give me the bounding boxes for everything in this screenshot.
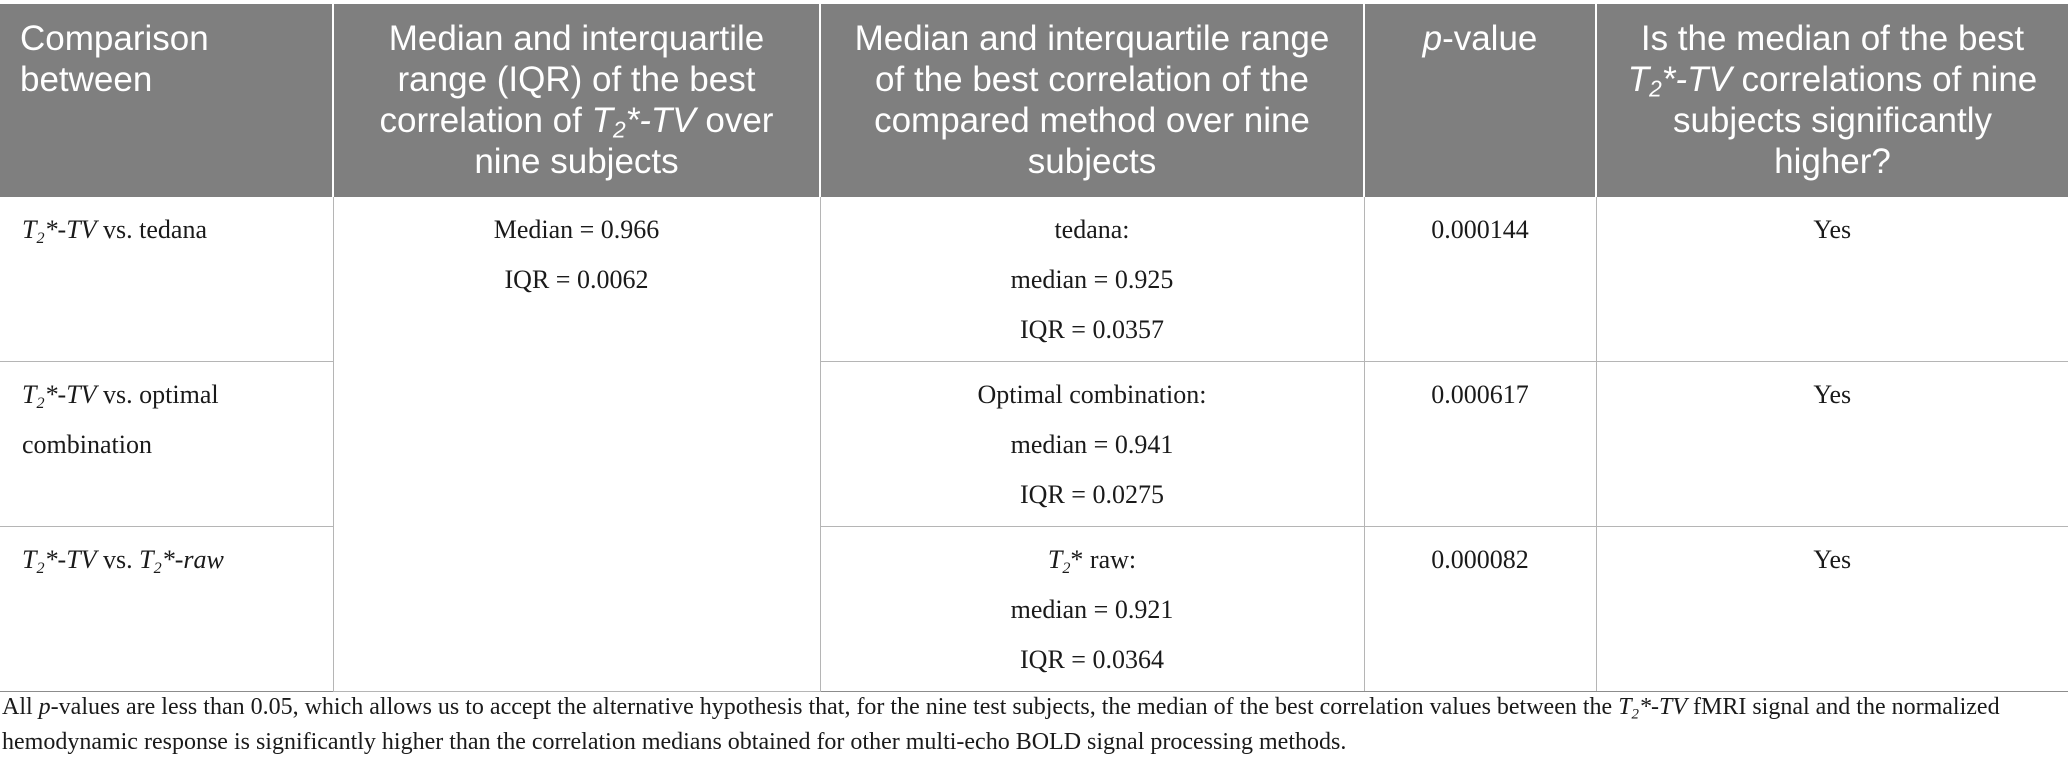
comparison-text: vs. optimal combination (22, 380, 219, 459)
method-label: Optimal combination: (977, 380, 1207, 409)
significant-answer: Yes (1813, 380, 1852, 409)
header-symbol (591, 101, 696, 143)
header-text: correlations of nine subjects significantly higher? (1672, 60, 2038, 181)
cell-comparison (0, 197, 333, 362)
footnote-text: -values are less than 0.05, which allows us to accept the alternative hypothesis that, for the nine test subjects, the median of the best correlation values between the (50, 694, 1619, 720)
cell-significant (1596, 362, 2068, 527)
symbol-sub: 2 (1631, 706, 1639, 723)
symbol-raw: *-raw (161, 545, 224, 574)
symbol-sub: 2 (153, 559, 162, 577)
header-comparison (0, 4, 333, 197)
cell-significant (1596, 197, 2068, 362)
symbol-t: T (1618, 694, 1632, 720)
comparison-text: vs. (96, 545, 140, 574)
symbol-tv: *-TV (44, 215, 97, 244)
footnote-symbol (1618, 694, 1687, 723)
p-value: 0.000082 (1431, 545, 1529, 574)
header-tv-median-iqr (333, 4, 820, 197)
p-value: 0.000144 (1431, 215, 1529, 244)
header-text: Is the median of the best (1640, 19, 2025, 58)
header-symbol-t: T (1627, 60, 1650, 99)
method-median: median = 0.941 (1010, 430, 1174, 459)
footnote-text: fMRI signal and the normalized hemodynamic response is significantly higher than the correlation medians obtained for other multi-echo BOLD signal processing methods. (2, 694, 2000, 755)
header-significance (1596, 4, 2068, 197)
header-symbol-t: T (591, 101, 613, 140)
method-iqr: IQR = 0.0357 (1020, 315, 1164, 344)
cell-method-stats (820, 197, 1364, 362)
symbol-tv: *-TV (44, 380, 97, 409)
symbol-t: T (22, 380, 37, 409)
symbol-tv: *-TV (44, 545, 97, 574)
footnote-p-symbol: p (38, 694, 51, 720)
tv-iqr-value: IQR = 0.0062 (504, 265, 649, 294)
significant-answer: Yes (1813, 545, 1852, 574)
symbol-t: T (22, 215, 37, 244)
cell-p-value (1364, 362, 1596, 527)
symbol (139, 545, 224, 577)
table-header (0, 4, 2068, 197)
method-iqr: IQR = 0.0364 (1020, 645, 1164, 674)
footnote-text: All (2, 694, 39, 720)
header-row (0, 4, 2068, 197)
table-body (0, 197, 2068, 692)
method-median: median = 0.925 (1010, 265, 1174, 294)
method-median: median = 0.921 (1010, 595, 1174, 624)
header-text: over nine subjects (474, 101, 774, 181)
cell-p-value (1364, 197, 1596, 362)
symbol-sub: 2 (36, 229, 45, 247)
header-p-symbol: p (1422, 19, 1443, 58)
header-symbol-tv: *-TV (1661, 60, 1732, 99)
table-row (0, 527, 2068, 692)
cell-p-value (1364, 527, 1596, 692)
table-footnote (2, 690, 2064, 760)
symbol-t: T (1047, 545, 1063, 574)
header-p-value (1364, 4, 1596, 197)
results-table (0, 4, 2068, 692)
header-symbol-tv: *-TV (625, 101, 696, 140)
comparison-text: vs. tedana (96, 215, 207, 244)
symbol (22, 380, 97, 412)
header-text: -value (1442, 19, 1538, 58)
symbol-sub: 2 (1062, 559, 1071, 577)
symbol-sub: 2 (36, 394, 45, 412)
symbol-tv: *-TV (1638, 694, 1687, 720)
header-text: Median and interquartile range of the best correlation of the compared method over nine subjects (854, 19, 1330, 181)
table-row (0, 197, 2068, 362)
p-value: 0.000617 (1431, 380, 1529, 409)
symbol-sub: 2 (36, 559, 45, 577)
header-symbol (1627, 60, 1732, 102)
tv-median-value: Median = 0.966 (493, 215, 660, 244)
cell-significant (1596, 527, 2068, 692)
header-comparison-text: Comparison between (20, 19, 209, 99)
symbol (22, 545, 97, 577)
method-label: tedana: (1054, 215, 1130, 244)
method-iqr: IQR = 0.0275 (1020, 480, 1164, 509)
cell-comparison (0, 527, 333, 692)
symbol-t: T (22, 545, 37, 574)
cell-method-stats (820, 362, 1364, 527)
method-label (835, 535, 1350, 585)
symbol-t: T (139, 545, 154, 574)
header-symbol-sub: 2 (612, 116, 626, 143)
method-label-text: * raw: (1070, 545, 1137, 574)
table-row (0, 362, 2068, 527)
symbol (22, 215, 97, 247)
significant-answer: Yes (1813, 215, 1852, 244)
header-text: Median and interquartile range (IQR) of the best correlation of (379, 19, 765, 140)
header-method-median-iqr (820, 4, 1364, 197)
header-symbol-sub: 2 (1649, 75, 1662, 102)
cell-method-stats (820, 527, 1364, 692)
cell-comparison (0, 362, 333, 527)
cell-tv-median-iqr (333, 197, 820, 692)
